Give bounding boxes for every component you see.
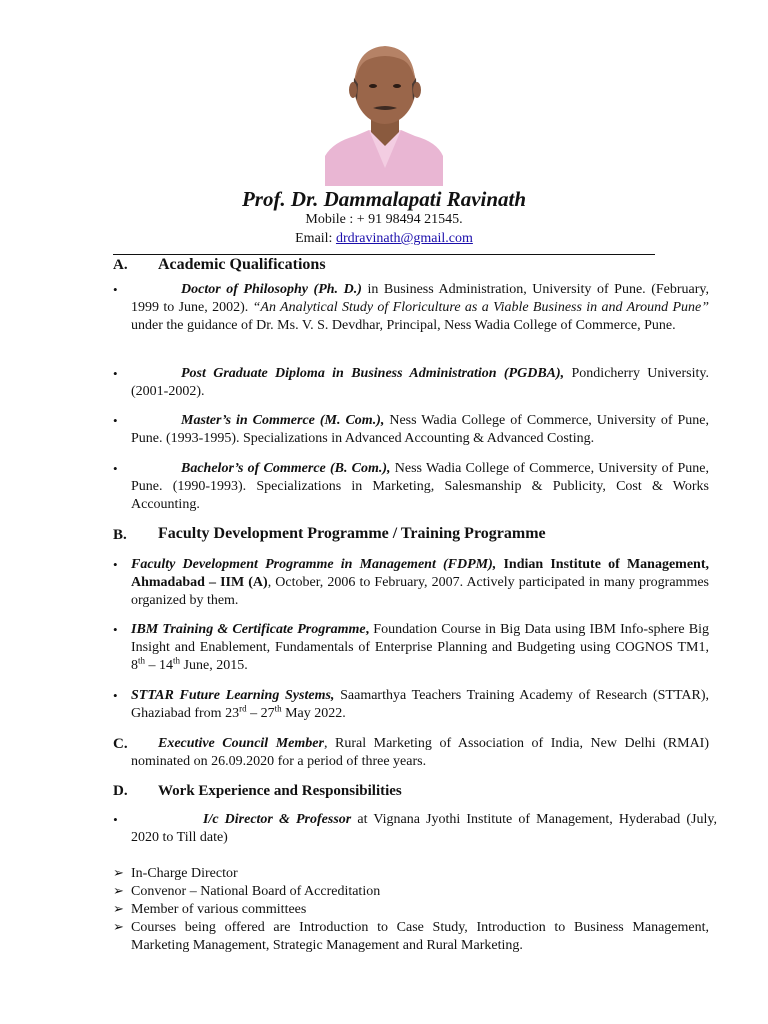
bcom-entry <box>131 460 709 514</box>
sttar-sup2: th <box>274 703 282 714</box>
section-c-text: , Rural Marketing of Association of India, New Delhi (RMAI) nominated on 26.09.2020 for a period of three years. <box>131 736 709 769</box>
bcom-text: Ness Wadia College of Commerce, University of Pune, Pune. (1990-1993). Specializations in Marketing, Salesmanship & Publicity, Cost & Works Accounting. <box>131 461 709 512</box>
duty-item: Member of various committees <box>131 902 307 917</box>
sttar-end: May 2022. <box>281 706 346 721</box>
role-text: at Vignana Jyothi Institute of Management, Hyderabad (July, 2020 to Till date) <box>131 812 717 845</box>
phd-entry <box>131 281 709 335</box>
ibm-comma: , <box>365 622 370 637</box>
email-line <box>0 231 768 247</box>
mcom-text: Ness Wadia College of Commerce, University of Pune, Pune. (1993-1995). Specializations in Advanced Accounting & Advanced Costing. <box>131 413 709 446</box>
section-a-title: Academic Qualifications <box>158 256 326 273</box>
profile-photo <box>325 28 443 186</box>
phd-guidance: under the guidance of Dr. Ms. V. S. Devdhar, Principal, Ness Wadia College of Commerce, Pune. <box>131 318 676 333</box>
mcom-title: Master’s in Commerce (M. Com.), <box>181 413 385 428</box>
ibm-entry <box>131 621 709 675</box>
phd-thesis: “An Analytical Study of Floriculture as a Viable Business in and Around Pune” <box>252 300 709 315</box>
ibm-sup1: th <box>138 655 146 666</box>
ibm-sup2: th <box>173 655 181 666</box>
sttar-title: STTAR Future Learning Systems, <box>131 688 335 703</box>
pgdba-entry <box>131 365 709 401</box>
section-c-letter: C. <box>113 736 128 752</box>
ibm-end: June, 2015. <box>180 658 248 673</box>
bullet-icon: • <box>113 812 118 827</box>
arrow-bullet-icon: ➢ <box>113 865 124 880</box>
bcom-title: Bachelor’s of Commerce (B. Com.), <box>181 461 391 476</box>
email-link[interactable]: drdravinath@gmail.com <box>335 231 473 246</box>
email-label: Email: <box>295 231 336 246</box>
ibm-dash: – 14 <box>145 658 174 673</box>
header-divider <box>113 254 655 255</box>
bullet-icon: • <box>113 366 118 381</box>
section-b-letter: B. <box>113 527 127 543</box>
role-entry <box>131 811 717 847</box>
fdpm-text: , October, 2006 to February, 2007. Actively participated in many programmes organized by them. <box>131 575 710 608</box>
bullet-icon: • <box>113 413 118 428</box>
section-d-title: Work Experience and Responsibilities <box>158 783 402 799</box>
ibm-text: Foundation Course in Big Data using IBM Info-sphere Big Insight and Enablement, Fundamentals of Enterprise Planning and Budgeting using COGNOS TM1, 8 <box>131 622 709 673</box>
bullet-icon: • <box>113 461 118 476</box>
sttar-entry <box>131 687 709 723</box>
fdpm-title: Faculty Development Programme in Management (FDPM), <box>131 557 497 572</box>
fdpm-org: Indian Institute of Management, Ahmadabad – IIM (A) <box>131 557 709 590</box>
duty-item: Courses being offered are Introduction to Case Study, Introduction to Business Management, Marketing Management, Strategic Management and Rural Marketing. <box>131 920 709 953</box>
mcom-entry <box>131 412 709 448</box>
arrow-bullet-icon: ➢ <box>113 919 124 934</box>
role-title: I/c Director & Professor <box>203 812 352 827</box>
pgdba-title: Post Graduate Diploma in Business Administration (PGDBA), <box>181 366 565 381</box>
section-c-entry <box>131 735 709 771</box>
phd-text: in Business Administration, University of Pune. (February, 1999 to June, 2002). <box>131 282 710 315</box>
mobile-number: Mobile : + 91 98494 21545. <box>305 212 463 227</box>
person-name: Prof. Dr. Dammalapati Ravinath <box>241 187 527 211</box>
bullet-icon: • <box>113 622 118 637</box>
sttar-text: Saamarthya Teachers Training Academy of Research (STTAR), Ghaziabad from 23 <box>131 688 709 721</box>
fdpm-entry <box>131 556 709 610</box>
pgdba-text: Pondicherry University. (2001-2002). <box>131 366 709 399</box>
bullet-icon: • <box>113 282 118 297</box>
section-c-title: Executive Council Member <box>158 736 324 751</box>
portrait-image <box>325 28 443 186</box>
section-d-letter: D. <box>113 783 128 799</box>
ibm-title: IBM Training & Certificate Programme <box>131 622 366 637</box>
bullet-icon: • <box>113 688 118 703</box>
section-b-title: Faculty Development Programme / Training Programme <box>158 525 546 542</box>
arrow-bullet-icon: ➢ <box>113 883 124 898</box>
section-a-letter: A. <box>113 257 128 273</box>
sttar-sup1: rd <box>239 703 247 714</box>
bullet-icon: • <box>113 557 118 572</box>
duty-item: In-Charge Director <box>131 866 238 881</box>
duty-item: Convenor – National Board of Accreditation <box>131 884 381 899</box>
arrow-bullet-icon: ➢ <box>113 901 124 916</box>
sttar-dash: – 27 <box>246 706 275 721</box>
phd-title: Doctor of Philosophy (Ph. D.) <box>181 282 362 297</box>
